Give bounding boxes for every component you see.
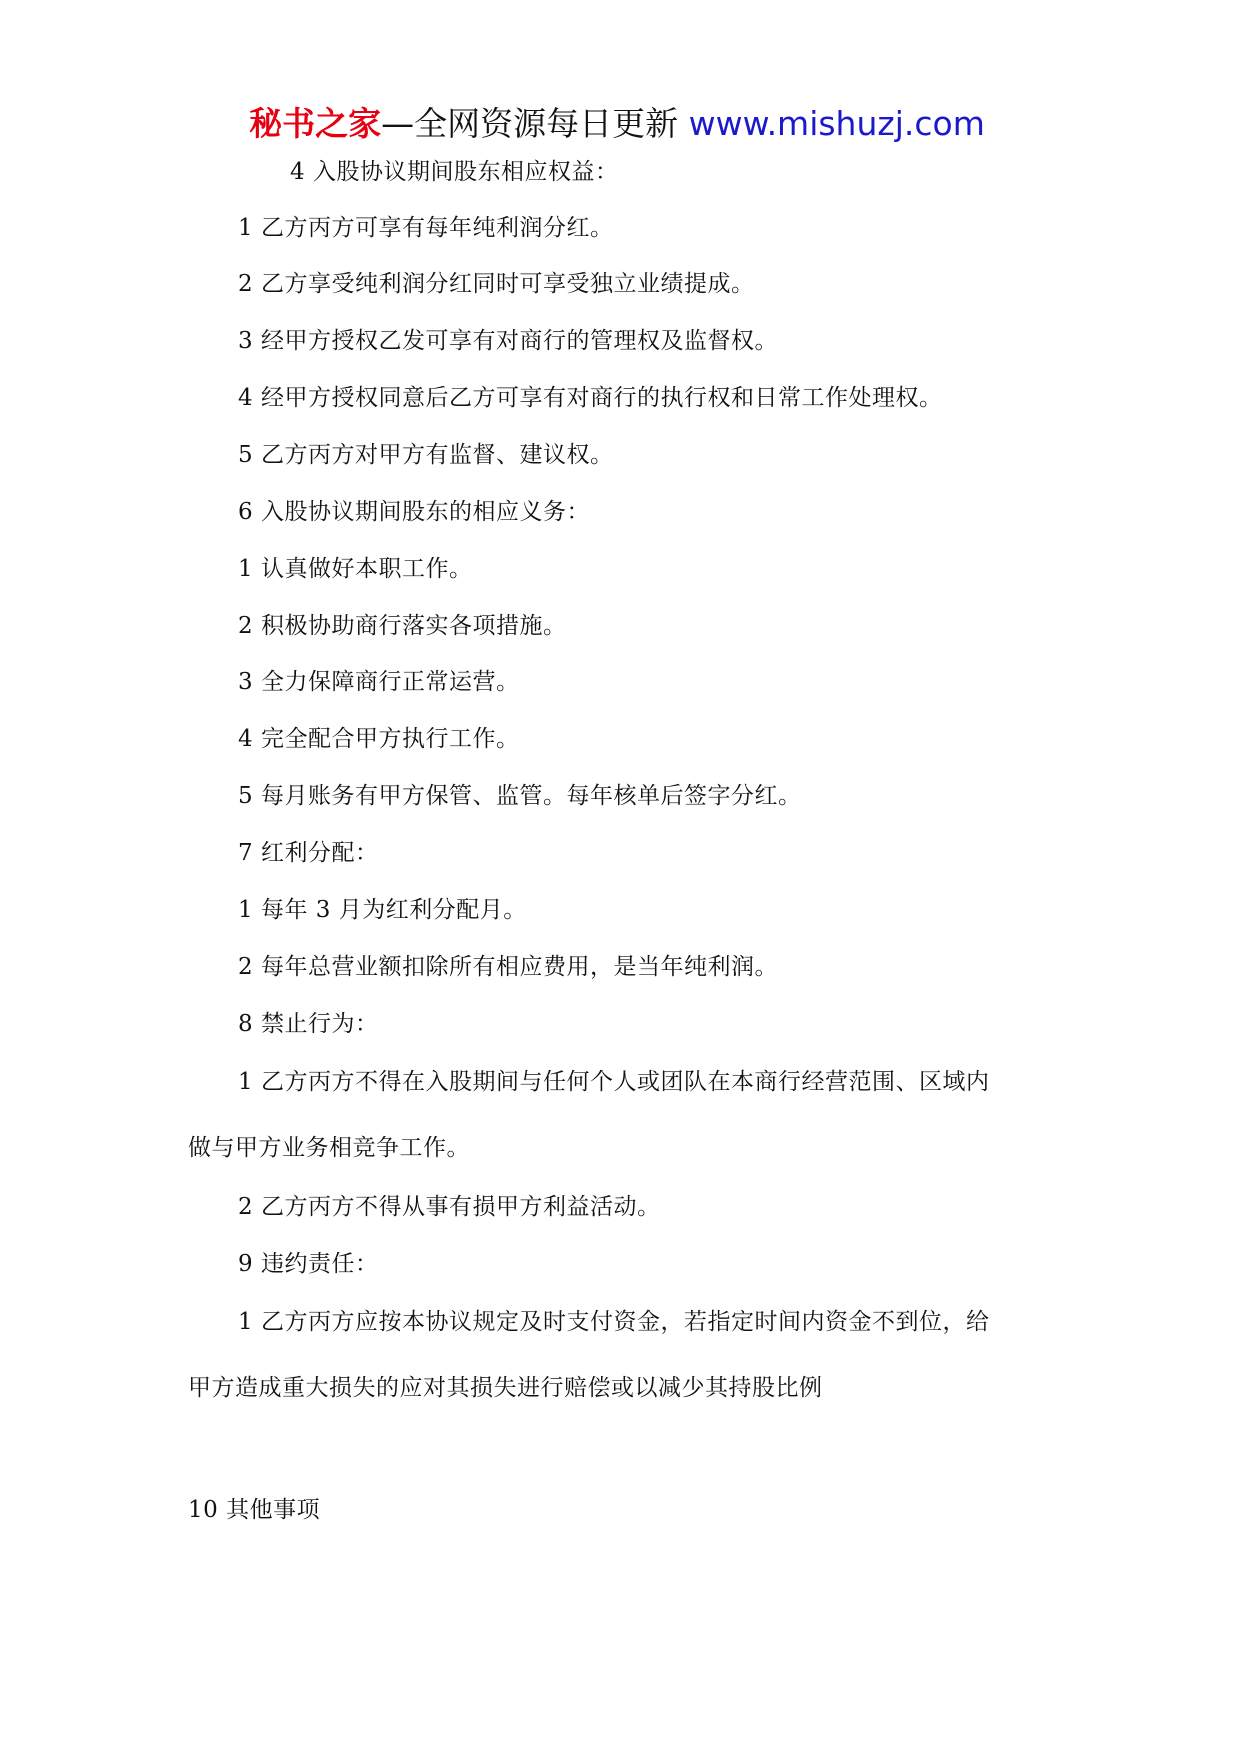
- site-header: [0, 100, 1234, 148]
- paragraph-line: 4 完全配合甲方执行工作。: [238, 726, 520, 752]
- paragraph-line: 2 每年总营业额扣除所有相应费用，是当年纯利润。: [238, 954, 778, 980]
- paragraph-line: 1 乙方丙方应按本协议规定及时支付资金，若指定时间内资金不到位，给: [238, 1309, 990, 1335]
- paragraph-line: 8 禁止行为：: [238, 1011, 379, 1037]
- paragraph-line: 2 积极协助商行落实各项措施。: [238, 613, 567, 639]
- paragraph-line: 5 每月账务有甲方保管、监管。每年核单后签字分红。: [238, 783, 802, 809]
- paragraph-line: 4 入股协议期间股东相应权益：: [290, 159, 619, 185]
- paragraph-line: 2 乙方享受纯利润分红同时可享受独立业绩提成。: [238, 271, 755, 297]
- paragraph-line: 1 乙方丙方可享有每年纯利润分红。: [238, 215, 614, 241]
- paragraph-line: 9 违约责任：: [238, 1251, 379, 1277]
- header-slogan: —全网资源每日更新: [381, 104, 689, 143]
- paragraph-line: 做与甲方业务相竞争工作。: [188, 1135, 470, 1161]
- paragraph-line: 1 乙方丙方不得在入股期间与任何个人或团队在本商行经营范围、区域内: [238, 1069, 990, 1095]
- section-heading: 10 其他事项: [188, 1497, 321, 1523]
- paragraph-line: 3 全力保障商行正常运营。: [238, 669, 520, 695]
- paragraph-line: 甲方造成重大损失的应对其损失进行赔偿或以减少其持股比例: [188, 1375, 823, 1401]
- brand-name: 秘书之家: [249, 104, 382, 143]
- paragraph-line: 2 乙方丙方不得从事有损甲方利益活动。: [238, 1194, 661, 1220]
- paragraph-line: 1 认真做好本职工作。: [238, 556, 473, 582]
- paragraph-line: 3 经甲方授权乙发可享有对商行的管理权及监督权。: [238, 328, 778, 354]
- paragraph-line: 6 入股协议期间股东的相应义务：: [238, 499, 590, 525]
- site-url-link[interactable]: www.mishuzj.com: [688, 104, 985, 143]
- paragraph-line: 1 每年 3 月为红利分配月。: [238, 897, 527, 923]
- paragraph-line: 5 乙方丙方对甲方有监督、建议权。: [238, 442, 614, 468]
- paragraph-line: 7 红利分配：: [238, 840, 379, 866]
- paragraph-line: 4 经甲方授权同意后乙方可享有对商行的执行权和日常工作处理权。: [238, 385, 943, 411]
